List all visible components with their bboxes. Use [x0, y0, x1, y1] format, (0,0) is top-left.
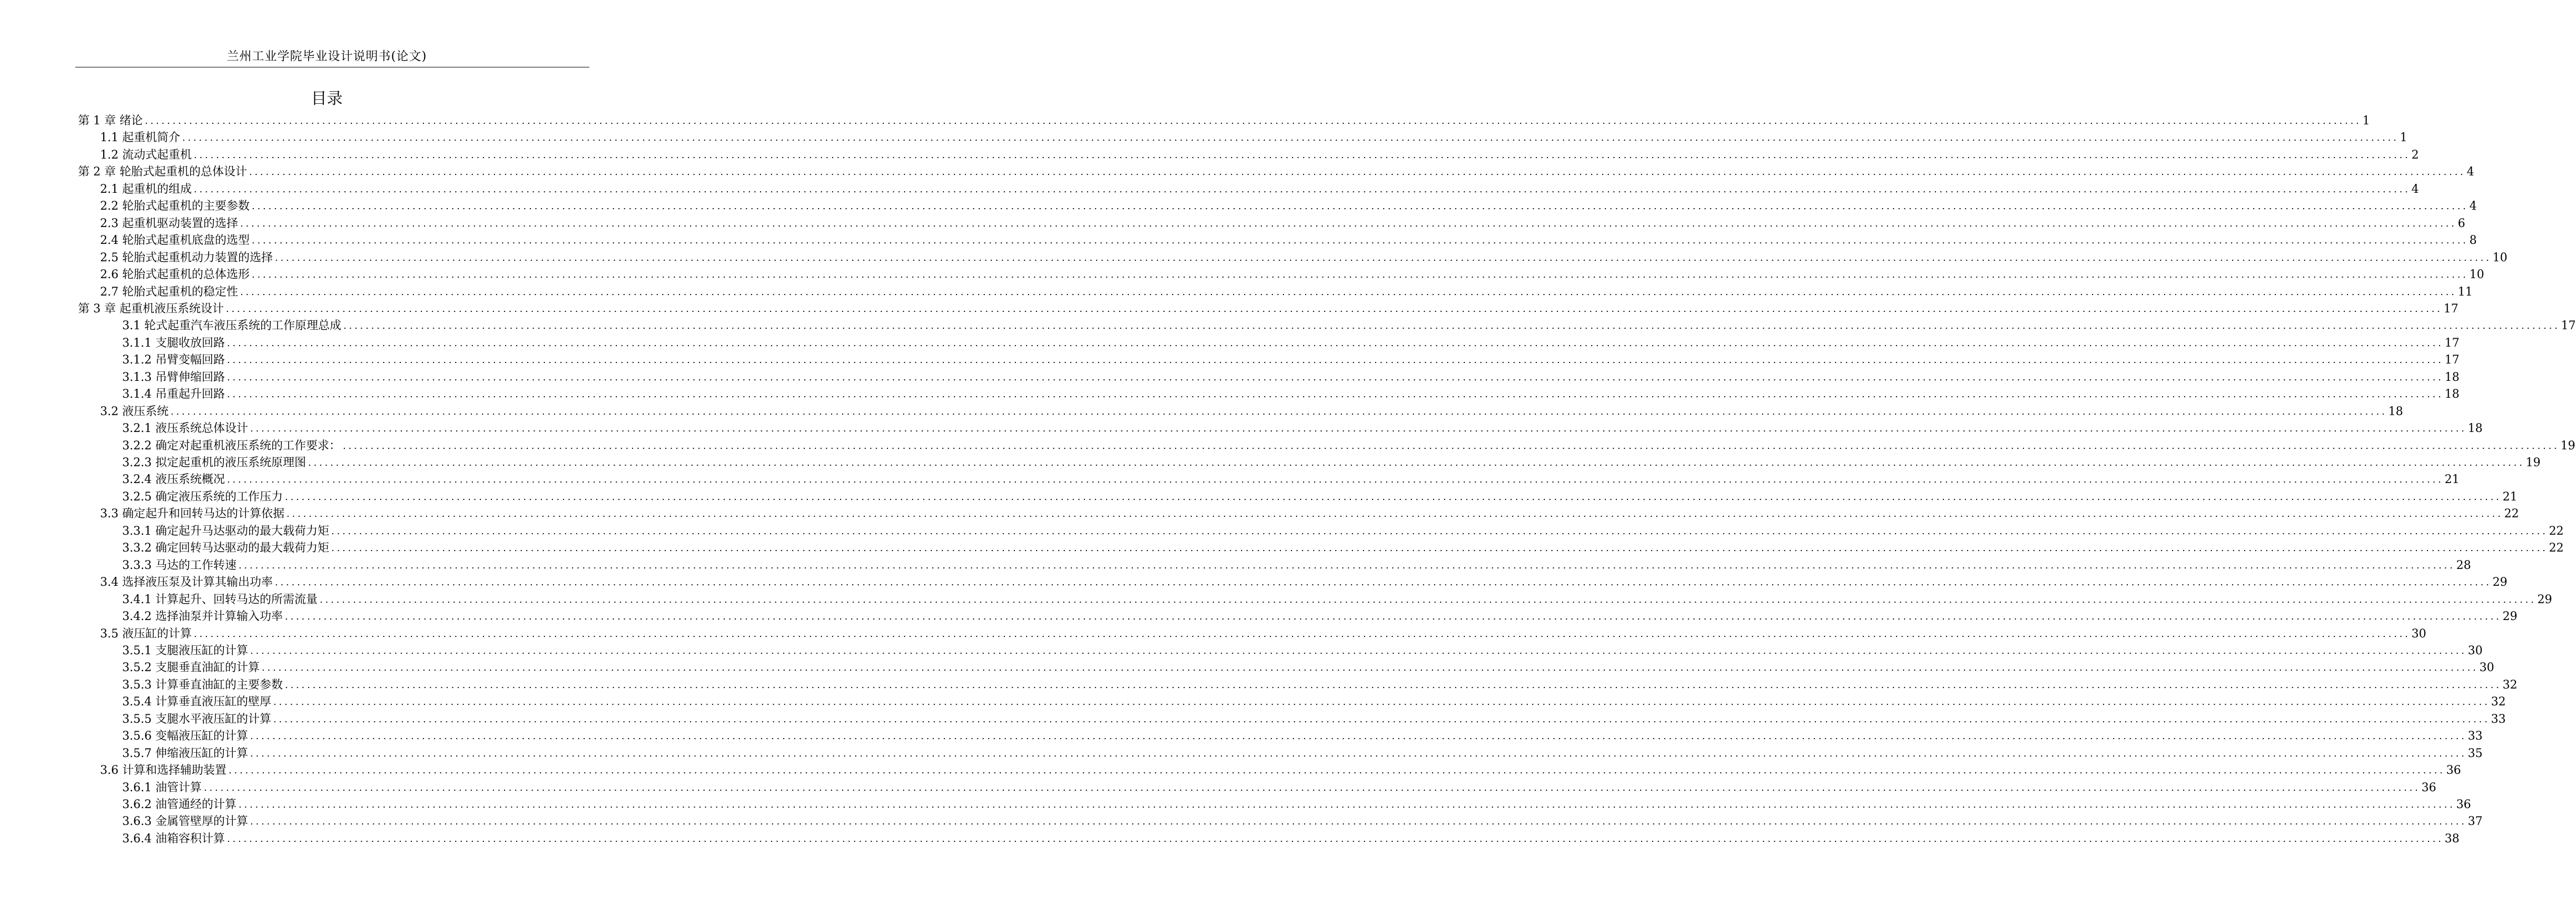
toc-entry-page: 30	[2411, 627, 2426, 641]
toc-entry-label: 第 3 章 起重机液压系统设计	[78, 302, 224, 316]
toc-entry-page: 1	[2362, 114, 2370, 127]
toc-entry-page: 36	[2421, 781, 2436, 794]
toc-entry-page: 18	[2444, 388, 2460, 401]
toc-entry[interactable]	[100, 506, 2519, 523]
toc-dot-leader: ................................................................................................................................................................................................................................................................................................................................................................................................................	[226, 338, 2444, 349]
toc-entry-page: 21	[2444, 473, 2460, 486]
toc-entry-page: 29	[2537, 593, 2552, 606]
toc-entry-page: 36	[2446, 764, 2461, 777]
toc-dot-leader: ................................................................................................................................................................................................................................................................................................................................................................................................................	[274, 577, 2492, 588]
toc-entry-page: 17	[2444, 337, 2460, 350]
toc-entry-label: 3.1 轮式起重汽车液压系统的工作原理总成	[122, 319, 341, 332]
toc-dot-leader: ................................................................................................................................................................................................................................................................................................................................................................................................................	[226, 389, 2444, 400]
toc-entry[interactable]	[122, 643, 2483, 660]
toc-entry-label: 3.2.2 确定对起重机液压系统的工作要求：	[122, 439, 341, 453]
toc-entry[interactable]	[122, 489, 2518, 506]
toc-entry-page: 2	[2411, 149, 2419, 162]
toc-entry[interactable]	[122, 660, 2494, 676]
toc-dot-leader: ................................................................................................................................................................................................................................................................................................................................................................................................................	[261, 662, 2479, 673]
toc-entry-label: 3.3.3 马达的工作转速	[122, 559, 236, 572]
toc-entry-label: 3.1.4 吊重起升回路	[122, 388, 225, 401]
toc-entry-page: 18	[2468, 422, 2483, 435]
toc-entry[interactable]	[100, 181, 2419, 198]
toc-entry[interactable]	[122, 831, 2460, 848]
toc-dot-leader: ................................................................................................................................................................................................................................................................................................................................................................................................................	[273, 714, 2490, 725]
toc-entry[interactable]	[122, 420, 2483, 437]
toc-entry-label: 3.5.5 支腿水平液压缸的计算	[122, 713, 271, 726]
toc-entry-label: 2.2 轮胎式起重机的主要参数	[100, 200, 250, 213]
toc-entry-label: 3.6.4 油箱容积计算	[122, 832, 225, 846]
toc-entry-label: 3.3.2 确定回转马达驱动的最大载荷力矩	[122, 542, 329, 555]
toc-entry-label: 3.4 选择液压泵及计算其输出功率	[100, 576, 273, 589]
toc-entry-label: 2.3 起重机驱动装置的选择	[100, 217, 238, 230]
toc-dot-leader: ................................................................................................................................................................................................................................................................................................................................................................................................................	[170, 406, 2387, 417]
toc-entry[interactable]	[78, 113, 2370, 130]
toc-dot-leader: ................................................................................................................................................................................................................................................................................................................................................................................................................	[273, 696, 2490, 707]
toc-entry-label: 3.3 确定起升和回转马达的计算依据	[100, 507, 284, 520]
toc-entry-page: 10	[2492, 251, 2508, 264]
toc-entry[interactable]	[122, 335, 2460, 352]
toc-entry-page: 38	[2444, 832, 2460, 846]
toc-dot-leader: ................................................................................................................................................................................................................................................................................................................................................................................................................	[226, 833, 2444, 844]
toc-entry-label: 2.6 轮胎式起重机的总体选形	[100, 268, 250, 281]
toc-dot-leader: ................................................................................................................................................................................................................................................................................................................................................................................................................	[225, 303, 2443, 314]
toc-dot-leader: ................................................................................................................................................................................................................................................................................................................................................................................................................	[250, 645, 2467, 656]
toc-entry-label: 1.1 起重机简介	[100, 131, 180, 144]
toc-entry-label: 第 1 章 绪论	[78, 114, 143, 127]
toc-entry[interactable]	[100, 232, 2477, 249]
toc-entry-page: 17	[2561, 319, 2576, 332]
toc-entry-label: 3.1.2 吊臂变幅回路	[122, 353, 225, 367]
toc-entry-label: 3.5.4 计算垂直液压缸的壁厚	[122, 695, 271, 709]
toc-dot-leader: ................................................................................................................................................................................................................................................................................................................................................................................................................	[250, 816, 2467, 827]
page-header: 兰州工业学院毕业设计说明书(论文)	[226, 50, 427, 63]
toc-entry[interactable]	[122, 677, 2518, 694]
toc-entry-label: 第 2 章 轮胎式起重机的总体设计	[78, 165, 247, 179]
toc-dot-leader: ................................................................................................................................................................................................................................................................................................................................................................................................................	[226, 372, 2444, 383]
toc-entry-page: 33	[2468, 730, 2483, 743]
toc-entry[interactable]	[122, 352, 2460, 369]
toc-entry[interactable]	[100, 404, 2403, 420]
toc-dot-leader: ................................................................................................................................................................................................................................................................................................................................................................................................................	[284, 680, 2502, 691]
toc-dot-leader: ................................................................................................................................................................................................................................................................................................................................................................................................................	[319, 594, 2536, 605]
toc-entry-page: 32	[2491, 695, 2506, 709]
toc-entry-page: 29	[2492, 576, 2508, 589]
toc-entry-page: 22	[2504, 507, 2519, 520]
toc-entry-page: 18	[2444, 371, 2460, 384]
toc-entry[interactable]	[100, 130, 2407, 146]
toc-entry-label: 3.2.5 确定液压系统的工作压力	[122, 490, 283, 504]
toc-entry[interactable]	[100, 574, 2508, 591]
toc-entry-label: 2.7 轮胎式起重机的稳定性	[100, 286, 238, 299]
toc-entry[interactable]	[122, 694, 2506, 711]
toc-entry-page: 37	[2468, 815, 2483, 828]
toc-dot-leader: ................................................................................................................................................................................................................................................................................................................................................................................................................	[286, 508, 2503, 519]
toc-dot-leader: ................................................................................................................................................................................................................................................................................................................................................................................................................	[251, 269, 2469, 280]
toc-entry-label: 3.5.1 支腿液压缸的计算	[122, 644, 248, 657]
toc-dot-leader: ................................................................................................................................................................................................................................................................................................................................................................................................................	[251, 235, 2469, 246]
toc-entry-label: 1.2 流动式起重机	[100, 149, 192, 162]
toc-entry[interactable]	[100, 198, 2477, 215]
toc-entry-page: 18	[2388, 405, 2403, 418]
toc-dot-leader: ................................................................................................................................................................................................................................................................................................................................................................................................................	[226, 474, 2444, 485]
toc-entry[interactable]	[122, 438, 2575, 455]
toc-dot-leader: ................................................................................................................................................................................................................................................................................................................................................................................................................	[193, 150, 2411, 161]
toc-entry[interactable]	[122, 711, 2506, 728]
toc-entry[interactable]	[100, 267, 2484, 283]
toc-dot-leader: ................................................................................................................................................................................................................................................................................................................................................................................................................	[343, 320, 2560, 331]
toc-entry-label: 3.5.7 伸缩液压缸的计算	[122, 747, 248, 760]
toc-entry-page: 29	[2502, 610, 2518, 623]
toc-entry-page: 21	[2502, 490, 2518, 504]
toc-entry-page: 30	[2479, 661, 2494, 674]
toc-entry-label: 3.4.1 计算起升、回转马达的所需流量	[122, 593, 318, 606]
toc-entry-label: 3.1.3 吊臂伸缩回路	[122, 371, 225, 384]
toc-dot-leader: ................................................................................................................................................................................................................................................................................................................................................................................................................	[308, 457, 2525, 468]
toc-dot-leader: ................................................................................................................................................................................................................................................................................................................................................................................................................	[250, 748, 2467, 759]
toc-entry-label: 3.4.2 选择油泵并计算输入功率	[122, 610, 283, 623]
toc-entry-page: 19	[2560, 439, 2575, 453]
toc-entry-page: 4	[2466, 165, 2474, 179]
toc-entry[interactable]	[122, 780, 2436, 797]
toc-dot-leader: ................................................................................................................................................................................................................................................................................................................................................................................................................	[240, 287, 2457, 298]
toc-entry-page: 10	[2469, 268, 2484, 281]
toc-entry-label: 3.5.2 支腿垂直油缸的计算	[122, 661, 260, 674]
toc-dot-leader: ................................................................................................................................................................................................................................................................................................................................................................................................................	[249, 166, 2466, 178]
toc-entry-label: 3.3.1 确定起升马达驱动的最大载荷力矩	[122, 525, 329, 538]
toc-dot-leader: ................................................................................................................................................................................................................................................................................................................................................................................................................	[238, 799, 2455, 810]
toc-dot-leader: ................................................................................................................................................................................................................................................................................................................................................................................................................	[193, 184, 2411, 195]
toc-entry[interactable]	[122, 728, 2483, 745]
toc-entry-page: 6	[2457, 217, 2465, 230]
toc-dot-leader: ................................................................................................................................................................................................................................................................................................................................................................................................................	[240, 218, 2457, 229]
toc-entry-label: 3.2.3 拟定起重机的液压系统原理图	[122, 456, 306, 469]
toc-entry[interactable]	[78, 301, 2459, 318]
toc-entry[interactable]	[100, 762, 2461, 779]
toc-entry-page: 11	[2457, 286, 2473, 299]
toc-entry-page: 35	[2468, 747, 2483, 760]
toc-dot-leader: ................................................................................................................................................................................................................................................................................................................................................................................................................	[284, 492, 2502, 503]
toc-entry-label: 3.5 液压缸的计算	[100, 627, 192, 641]
toc-dot-leader: ................................................................................................................................................................................................................................................................................................................................................................................................................	[226, 355, 2444, 366]
toc-entry-label: 2.5 轮胎式起重机动力装置的选择	[100, 251, 273, 264]
toc-entry[interactable]	[122, 608, 2518, 625]
toc-entry[interactable]	[100, 215, 2465, 232]
toc-entry-label: 2.4 轮胎式起重机底盘的选型	[100, 234, 250, 247]
toc-entry[interactable]	[122, 797, 2471, 813]
toc-dot-leader: ................................................................................................................................................................................................................................................................................................................................................................................................................	[331, 543, 2548, 554]
toc-entry-label: 3.6 计算和选择辅助装置	[100, 764, 226, 777]
toc-entry-page: 36	[2456, 798, 2471, 811]
toc-dot-leader: ................................................................................................................................................................................................................................................................................................................................................................................................................	[342, 440, 2560, 451]
toc-dot-leader: ................................................................................................................................................................................................................................................................................................................................................................................................................	[144, 115, 2362, 126]
toc-entry[interactable]	[100, 284, 2473, 301]
toc-entry-page: 4	[2411, 183, 2419, 196]
toc-dot-leader: ................................................................................................................................................................................................................................................................................................................................................................................................................	[203, 782, 2421, 793]
toc-entry[interactable]	[122, 523, 2564, 540]
toc-entry[interactable]	[122, 557, 2471, 574]
toc-entry-page: 1	[2400, 131, 2407, 144]
toc-entry[interactable]	[100, 250, 2508, 267]
toc-entry-page: 8	[2469, 234, 2477, 247]
toc-entry[interactable]	[122, 386, 2460, 403]
toc-entry-label: 2.1 起重机的组成	[100, 183, 192, 196]
toc-entry-page: 22	[2549, 525, 2564, 538]
toc-dot-leader: ................................................................................................................................................................................................................................................................................................................................................................................................................	[284, 611, 2502, 622]
toc-title: 目录	[311, 90, 343, 108]
toc-entry-label: 3.6.2 油管通经的计算	[122, 798, 236, 811]
toc-dot-leader: ................................................................................................................................................................................................................................................................................................................................................................................................................	[182, 132, 2399, 143]
toc-dot-leader: ................................................................................................................................................................................................................................................................................................................................................................................................................	[193, 628, 2411, 640]
toc-entry[interactable]	[122, 455, 2541, 471]
toc-entry[interactable]	[100, 626, 2426, 643]
toc-entry-label: 3.2.4 液压系统概况	[122, 473, 225, 486]
toc-entry-label: 3.5.3 计算垂直油缸的主要参数	[122, 679, 283, 692]
toc-entry[interactable]	[122, 471, 2460, 488]
toc-entry-label: 3.6.1 油管计算	[122, 781, 202, 794]
toc-entry-label: 3.5.6 变幅液压缸的计算	[122, 730, 248, 743]
toc-entry-label: 3.2 液压系统	[100, 405, 169, 418]
toc-dot-leader: ................................................................................................................................................................................................................................................................................................................................................................................................................	[238, 560, 2455, 571]
toc-entry-page: 30	[2468, 644, 2483, 657]
toc-dot-leader: ................................................................................................................................................................................................................................................................................................................................................................................................................	[250, 423, 2467, 434]
toc-entry-page: 28	[2456, 559, 2471, 572]
toc-entry-page: 33	[2491, 713, 2506, 726]
toc-entry-label: 3.1.1 支腿收放回路	[122, 337, 225, 350]
toc-entry[interactable]	[122, 540, 2564, 557]
toc-entry-page: 19	[2525, 456, 2541, 469]
toc-entry-page: 17	[2443, 302, 2459, 316]
toc-entry-label: 3.2.1 液压系统总体设计	[122, 422, 248, 435]
toc-entry[interactable]	[78, 164, 2474, 181]
toc-entry[interactable]	[100, 147, 2419, 164]
toc-dot-leader: ................................................................................................................................................................................................................................................................................................................................................................................................................	[250, 731, 2467, 742]
toc-entry[interactable]	[122, 369, 2460, 386]
toc-entry[interactable]	[122, 318, 2576, 335]
toc-entry[interactable]	[122, 813, 2483, 830]
toc-dot-leader: ................................................................................................................................................................................................................................................................................................................................................................................................................	[251, 201, 2469, 212]
toc-entry-page: 4	[2469, 200, 2477, 213]
toc-entry-label: 3.6.3 金属管壁厚的计算	[122, 815, 248, 828]
toc-dot-leader: ................................................................................................................................................................................................................................................................................................................................................................................................................	[331, 526, 2548, 537]
toc-entry[interactable]	[122, 745, 2483, 762]
toc-dot-leader: ................................................................................................................................................................................................................................................................................................................................................................................................................	[228, 765, 2445, 776]
toc-entry[interactable]	[122, 592, 2552, 608]
toc-entry-page: 17	[2444, 353, 2460, 367]
toc-entry-page: 22	[2549, 542, 2564, 555]
toc-dot-leader: ................................................................................................................................................................................................................................................................................................................................................................................................................	[274, 252, 2492, 263]
toc-entry-page: 32	[2502, 679, 2518, 692]
